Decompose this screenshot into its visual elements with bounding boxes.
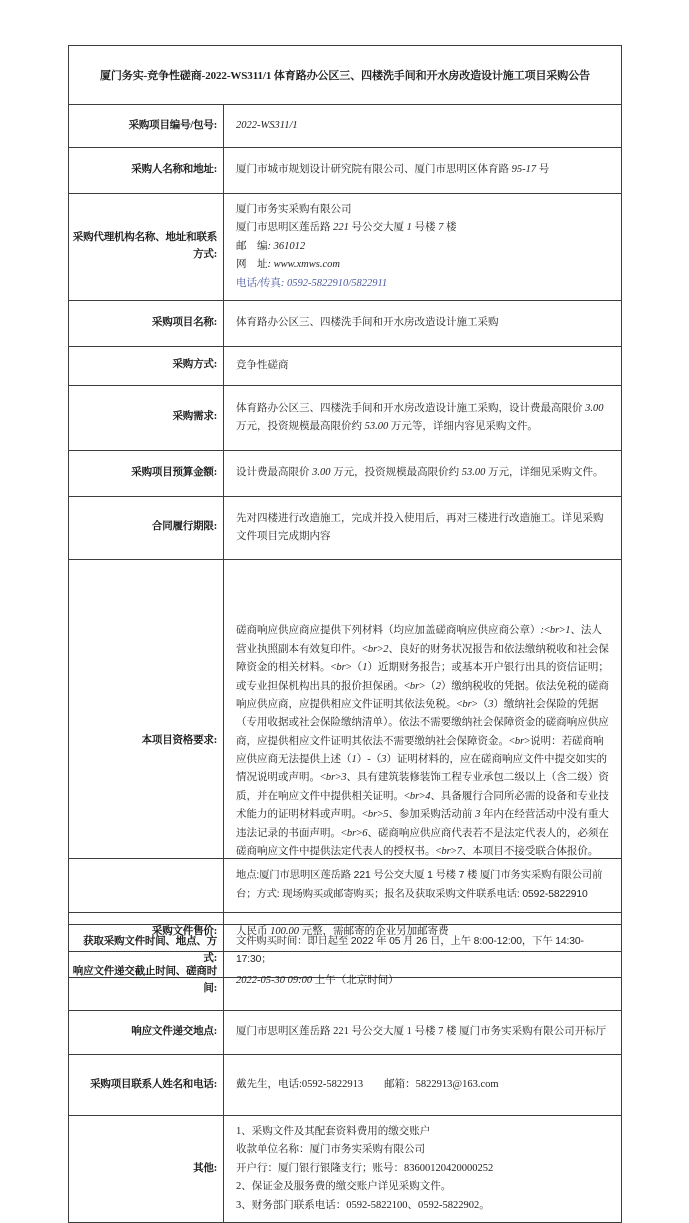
label-project-name: 采购项目名称: (69, 300, 224, 346)
label-deadline: 响应文件递交截止时间、磋商时间: (69, 952, 224, 1011)
row-method (69, 346, 622, 385)
row-title (69, 46, 622, 105)
label-doc-obtain: 获取采购文件时间、地点、方式: (69, 924, 224, 977)
row-agency (69, 194, 622, 301)
announcement-title: 厦门务实-竞争性磋商-2022-WS311/1 体育路办公区三、四楼洗手间和开水房改造设计施工项目采购公告 (69, 46, 622, 105)
label-qualification: 本项目资格要求: (69, 559, 224, 924)
row-doc-price (69, 913, 622, 952)
details-table (68, 858, 622, 1223)
label-method: 采购方式: (69, 346, 224, 385)
row-contact (69, 1055, 622, 1116)
row-purchaser (69, 148, 622, 194)
label-requirement: 采购需求: (69, 385, 224, 450)
label-budget: 采购项目预算金额: (69, 450, 224, 496)
label-purchaser: 采购人名称和地址: (69, 148, 224, 194)
label-other: 其他: (69, 1116, 224, 1223)
value-requirement: 体育路办公区三、四楼洗手间和开水房改造设计施工采购，设计费最高限价 3.00 万元，投资规模最高限价约 53.00 万元等，详细内容见采购文件。 (224, 385, 622, 450)
label-submit-place: 响应文件递交地点: (69, 1011, 224, 1055)
agency-website-line: 网 址: www.xmws.com (236, 259, 340, 271)
row-budget (69, 450, 622, 496)
value-budget: 设计费最高限价 3.00 万元，投资规模最高限价约 53.00 万元，详细见采购文件。 (224, 450, 622, 496)
agency-phone-fax-line: 电话/传真: 0592-5822910/5822911 (236, 277, 388, 289)
value-deadline: 2022-05-30 09:00 上午（北京时间） (224, 952, 622, 1011)
value-agency (224, 194, 622, 301)
agency-postcode-line: 邮 编: 361012 (236, 240, 306, 252)
label-contract-period: 合同履行期限: (69, 496, 224, 559)
announcement-table (68, 45, 622, 978)
value-submit-place: 厦门市思明区莲岳路 221 号公交大厦 1 号楼 7 楼 厦门市务实采购有限公司开标厅 (224, 1011, 622, 1055)
value-qualification: 磋商响应供应商应提供下列材料（均应加盖磋商响应供应商公章）:<br>1、法人营业执照副本有效复印件。<br>2、良好的财务状况报告和依法缴纳税收和社会保障资金的相关材料。<br>（1）近期财务报告；或基本开户银行出具的资信证明；或专业担保机构出具的报价担保函。<br>（2）缴纳税收的凭据。依法免税的磋商响应供应商，应提供相应文件证明其依法免税。<br>（3）缴纳社会保险的凭据（专用收据或社会保险缴纳清单）。依法不需要缴纳社会保障资金的磋商响应供应商，应提供相应文件证明其依法不需要缴纳社会保障资金。<br>说明：若磋商响应供应商无法提供上述（1）-（3）证明材料的，应在磋商响应文件中提交如实的情况说明或声明。<br>3、具有建筑装修装饰工程专业承包二级以上（含二级）资质，并在响应文件中提供相关证明。<br>4、具备履行合同所必需的设备和专业技术能力的证明材料或声明。<br>5、参加采购活动前 3 年内在经营活动中没有重大违法记录的书面声明。<br>6、磋商响应供应商代表若不是法定代表人的，必须在磋商响应文件中提供法定代表人的授权书。<br>7、本项目不接受联合体报价。 (224, 559, 622, 924)
row-obtain-location (69, 859, 622, 913)
value-project-number: 2022-WS311/1 (224, 105, 622, 148)
row-requirement (69, 385, 622, 450)
label-agency: 采购代理机构名称、地址和联系方式: (69, 194, 224, 301)
value-method: 竞争性磋商 (224, 346, 622, 385)
value-doc-obtain: 文件购买时间：即日起至 2022 年 05 月 26 日，上午 8:00-12:00，下午 14:30-17:30； (224, 924, 622, 977)
row-project-name (69, 300, 622, 346)
row-contract-period (69, 496, 622, 559)
row-other (69, 1116, 622, 1223)
value-contract-period: 先对四楼进行改造施工，完成并投入使用后，再对三楼进行改造施工。详见采购文件项目完成期内容 (224, 496, 622, 559)
agency-company-line: 厦门市务实采购有限公司 (236, 204, 352, 215)
label-doc-price: 采购文件售价: (69, 913, 224, 952)
value-contact: 戴先生，电话:0592-5822913 邮箱：5822913@163.com (224, 1055, 622, 1116)
row-project-number (69, 105, 622, 148)
row-deadline (69, 952, 622, 1011)
label-obtain-location-empty (69, 859, 224, 913)
value-purchaser: 厦门市城市规划设计研究院有限公司、厦门市思明区体育路 95-17 号 (224, 148, 622, 194)
label-contact: 采购项目联系人姓名和电话: (69, 1055, 224, 1116)
value-doc-price: 人民币 100.00 元整，需邮寄的企业另加邮寄费 (224, 913, 622, 952)
value-other: 1、采购文件及其配套资料费用的缴交账户 收款单位名称：厦门市务实采购有限公司 开户行：厦门银行银隆支行；账号：83600120420000252 2、保证金及服务费的缴交账户详见采购文件。 3、财务部门联系电话：0592-5822100、0592-5822902。 (224, 1116, 622, 1223)
label-project-number: 采购项目编号/包号: (69, 105, 224, 148)
value-project-name: 体育路办公区三、四楼洗手间和开水房改造设计施工采购 (224, 300, 622, 346)
agency-address-line: 厦门市思明区莲岳路 221 号公交大厦 1 号楼 7 楼 (236, 222, 457, 234)
value-obtain-location: 地点:厦门市思明区莲岳路 221 号公交大厦 1 号楼 7 楼 厦门市务实采购有限公司前台；方式: 现场购买或邮寄购买；报名及获取采购文件联系电话: 0592-5822910 (224, 859, 622, 913)
row-submit-place (69, 1011, 622, 1055)
